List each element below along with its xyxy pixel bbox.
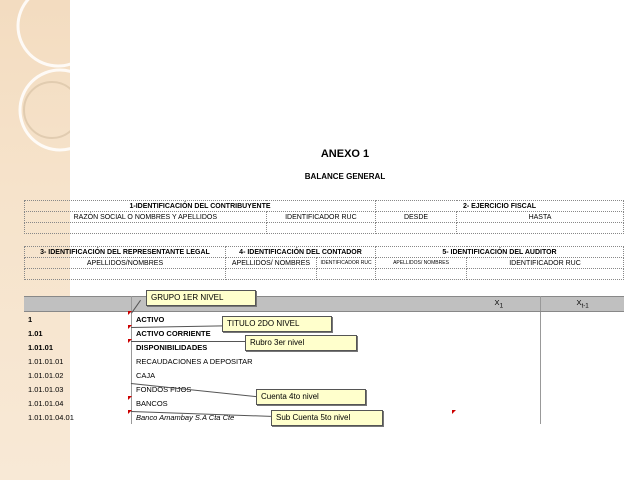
level-3-callout: Rubro 3er nivel	[245, 335, 357, 351]
level-4-callout: Cuenta 4to nivel	[256, 389, 366, 405]
table-row	[24, 354, 624, 368]
account-name: DISPONIBILIDADES	[136, 342, 208, 352]
representatives-table	[24, 246, 624, 280]
contributor-table	[24, 200, 624, 234]
accountant-names-col: APELLIDOS/ NOMBRES	[226, 258, 317, 269]
account-code: 1.01.01.04.01	[24, 410, 132, 424]
accountant-ruc-col: IDENTIFICADOR RUC	[317, 258, 376, 269]
account-name: CAJA	[136, 370, 156, 380]
contributor-header: 1-IDENTIFICACIÓN DEL CONTRIBUYENTE	[25, 201, 376, 212]
fiscal-year-header: 2- EJERCICIO FISCAL	[376, 201, 624, 212]
account-code: 1.01.01.02	[24, 368, 132, 382]
legal-rep-names-col: APELLIDOS/NOMBRES	[25, 258, 226, 269]
period-col-header	[457, 297, 540, 312]
level-5-callout: Sub Cuenta 5to nivel	[271, 410, 383, 426]
prior-period-col-label: X	[576, 298, 582, 308]
business-name-col: RAZÓN SOCIAL O NOMBRES Y APELLIDOS	[25, 212, 267, 223]
period-col-sub: 1	[499, 302, 504, 310]
account-name: ACTIVO CORRIENTE	[136, 328, 211, 338]
legal-rep-header: 3- IDENTIFICACIÓN DEL REPRESENTANTE LEGAL	[25, 247, 226, 258]
page-subtitle: BALANCE GENERAL	[304, 172, 386, 181]
prior-period-col-sub: t-1	[581, 302, 589, 310]
comment-indicator[interactable]	[128, 396, 132, 400]
comment-indicator[interactable]	[452, 410, 456, 414]
account-code: 1.01	[24, 326, 132, 340]
account-code: 1.01.01	[24, 340, 132, 354]
to-col: HASTA	[457, 212, 624, 223]
account-name: BANCOS	[136, 398, 168, 408]
auditor-names-col: APELLIDOS/ NOMBRES	[376, 258, 467, 269]
accountant-header: 4- IDENTIFICACIÓN DEL CONTADOR	[226, 247, 376, 258]
ruc-col: IDENTIFICADOR RUC	[266, 212, 375, 223]
table-header-row	[24, 297, 624, 312]
table-row	[24, 368, 624, 382]
account-name: ACTIVO	[136, 314, 165, 324]
account-code: 1.01.01.04	[24, 396, 132, 410]
page-title: ANEXO 1	[320, 148, 370, 160]
auditor-ruc-col: IDENTIFICADOR RUC	[467, 258, 624, 269]
account-name: RECAUDACIONES A DEPOSITAR	[136, 356, 253, 366]
account-code: 1	[24, 312, 132, 327]
callout-connector	[131, 341, 245, 342]
account-code: 1.01.01.03	[24, 382, 132, 396]
account-name: Banco Amambay S.A Cta Cte	[136, 412, 235, 422]
account-code: 1.01.01.01	[24, 354, 132, 368]
period-col-label: X	[494, 298, 500, 308]
from-col: DESDE	[376, 212, 457, 223]
auditor-header: 5- IDENTIFICACIÓN DEL AUDITOR	[376, 247, 624, 258]
level-2-callout: TITULO 2DO NIVEL	[222, 316, 332, 332]
level-1-callout: GRUPO 1ER NIVEL	[146, 290, 256, 306]
prior-period-col-header	[541, 297, 624, 312]
account-name: FONDOS FIJOS	[136, 384, 192, 394]
